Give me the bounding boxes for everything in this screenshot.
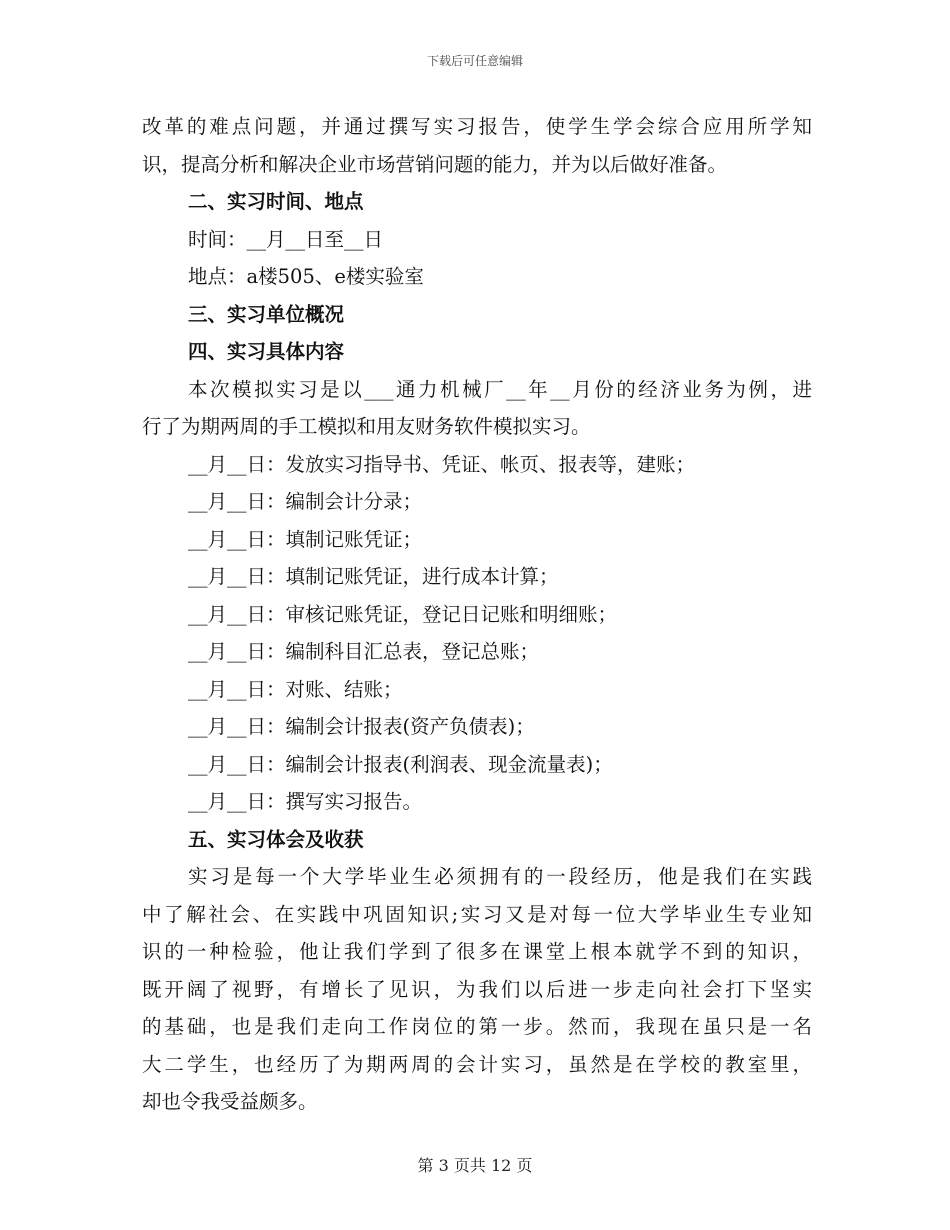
text-line: __月__日：填制记账凭证； bbox=[188, 527, 423, 551]
page-footer: 第 3 页共 12 页 bbox=[417, 1156, 533, 1175]
text-line: __月__日：填制记账凭证，进行成本计算； bbox=[188, 565, 559, 588]
paragraph-line: 却也令我受益颇多。 bbox=[142, 1090, 318, 1113]
text-line: __月__日：编制会计分录； bbox=[188, 490, 423, 513]
section-heading: 二、实习时间、地点 bbox=[188, 190, 364, 213]
text-line: __月__日：撰写实习报告。 bbox=[188, 790, 423, 813]
paragraph-line: 实习是每一个大学毕业生必须拥有的一段经历，他是我们在实践 bbox=[188, 865, 812, 888]
paragraph-line: 中了解社会、在实践中巩固知识;实习又是对每一位大学毕业生专业知 bbox=[142, 902, 812, 926]
section-heading: 三、实习单位概况 bbox=[188, 302, 345, 326]
paragraph-line: 的基础，也是我们走向工作岗位的第一步。然而，我现在虽只是一名 bbox=[142, 1015, 812, 1038]
paragraph-line: 识的一种检验，他让我们学到了很多在课堂上根本就学不到的知识， bbox=[142, 940, 812, 963]
paragraph-line: 改革的难点问题，并通过撰写实习报告，使学生学会综合应用所学知 bbox=[142, 115, 812, 138]
text-line: __月__日：审核记账凭证，登记日记账和明细账； bbox=[188, 602, 618, 626]
paragraph-line: 行了为期两周的手工模拟和用友财务软件模拟实习。 bbox=[142, 415, 591, 438]
section-heading: 五、实习体会及收获 bbox=[188, 827, 364, 851]
paragraph-line: 本次模拟实习是以___通力机械厂__年__月份的经济业务为例，进 bbox=[188, 377, 812, 401]
text-line: __月__日：编制科目汇总表，登记总账； bbox=[188, 640, 540, 663]
text-line: __月__日：编制会计报表(利润表、现金流量表)； bbox=[188, 752, 613, 776]
text-line: __月__日：发放实习指导书、凭证、帐页、报表等，建账； bbox=[188, 452, 696, 476]
paragraph-line: 大二学生，也经历了为期两周的会计实习，虽然是在学校的教室里， bbox=[142, 1052, 812, 1076]
text-line: __月__日：对账、结账； bbox=[188, 677, 403, 701]
paragraph-line: 识，提高分析和解决企业市场营销问题的能力，并为以后做好准备。 bbox=[142, 152, 728, 176]
section-heading: 四、实习具体内容 bbox=[188, 340, 345, 363]
page-header: 下载后可任意编辑 bbox=[426, 54, 523, 68]
text-line: 地点：a楼505、e楼实验室 bbox=[188, 265, 424, 288]
paragraph-line: 既开阔了视野，有增长了见识，为我们以后进一步走向社会打下坚实 bbox=[142, 977, 812, 1001]
text-line: 时间：__月__日至__日 bbox=[188, 227, 384, 251]
document-body bbox=[142, 108, 812, 1121]
text-line: __月__日：编制会计报表(资产负债表)； bbox=[188, 715, 535, 738]
